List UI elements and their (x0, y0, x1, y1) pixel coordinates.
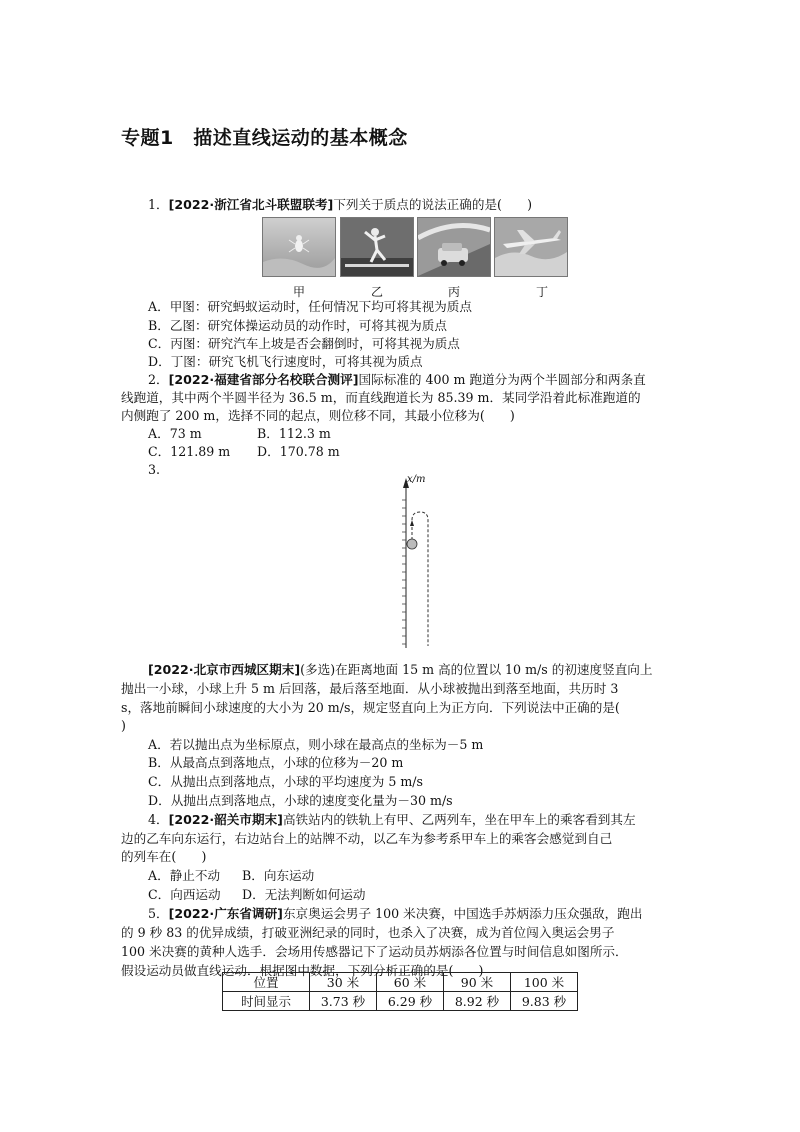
table-row (223, 973, 578, 992)
table-cell: 100 米 (511, 973, 578, 992)
table-cell: 3.73 秒 (310, 992, 377, 1011)
option-c: C．121.89 m (148, 444, 231, 459)
position-time-table (222, 972, 578, 1011)
photo-airplane (494, 217, 568, 277)
question-text: 高铁站内的铁轨上有甲、乙两列车，坐在甲车上的乘客看到其左 (282, 812, 636, 827)
option-b: B．112.3 m (257, 426, 331, 441)
question-text: 国际标准的 400 m 跑道分为两个半圆部分和两条直 (358, 372, 646, 387)
question-number: 5． (148, 906, 169, 921)
question-1-stem (148, 195, 532, 214)
option-c: C．丙图：研究汽车上坡是否会翻倒时，可将其视为质点 (148, 336, 460, 351)
question-source: [2022·浙江省北斗联盟联考] (168, 197, 334, 212)
question-3-number: 3. (148, 462, 161, 477)
option-a: A．甲图：研究蚂蚁运动时，任何情况下均可将其视为质点 (148, 299, 472, 314)
question-3-line-2: 抛出一小球，小球上升 5 m 后回落，最后落至地面．从小球被抛出到落至地面，共历时 3 (121, 681, 619, 696)
option-b: B．向东运动 (242, 868, 315, 883)
question-5-line-4: 假设运动员做直线运动．根据图中数据，下列分析正确的是( ) (121, 963, 484, 978)
question-5-line-2: 的 9 秒 83 的优异成绩，打破亚洲纪录的同时，也杀入了决赛，成为首位闯入奥运会男子 (121, 925, 615, 940)
question-2-line-1 (148, 370, 646, 389)
option-a: A．静止不动 (148, 868, 221, 883)
option-b: B．从最高点到落地点，小球的位移为－20 m (148, 755, 404, 770)
axis-label: x/m (407, 474, 426, 485)
table-cell: 时间显示 (223, 992, 310, 1011)
table-cell: 位置 (223, 973, 310, 992)
table-row (223, 992, 578, 1011)
question-2-line-3: 内侧跑了 200 m，选择不同的起点，则位移不同，其最小位移为( ) (121, 408, 515, 423)
question-source: [2022·福建省部分名校联合测评] (168, 372, 359, 387)
table-cell: 8.92 秒 (444, 992, 511, 1011)
table-cell: 9.83 秒 (511, 992, 578, 1011)
question-text: (多选)在距离地面 15 m 高的位置以 10 m/s 的初速度竖直向上 (300, 662, 653, 677)
photo-gymnast (340, 217, 414, 277)
question-4-line-3: 的列车在( ) (121, 849, 207, 864)
question-4-line-1 (148, 810, 636, 829)
question-number: 1． (148, 197, 169, 212)
question-5-line-1 (148, 904, 642, 923)
page-title: 专题1 描述直线运动的基本概念 (121, 127, 408, 149)
question-source: [2022·韶关市期末] (168, 812, 283, 827)
photo-label-4: 丁 (535, 285, 548, 299)
question-source: [2022·北京市西城区期末] (148, 662, 301, 677)
option-d: D．丁图：研究飞机飞行速度时，可将其视为质点 (148, 354, 423, 369)
question-5-line-3: 100 米决赛的黄种人选手．会场用传感器记下了运动员苏炳添各位置与时间信息如图所示． (121, 944, 628, 959)
photo-car (417, 217, 491, 277)
vertical-throw-diagram (395, 470, 445, 652)
question-text: 下列关于质点的说法正确的是( ) (333, 197, 533, 212)
question-number: 2． (148, 372, 169, 387)
table-cell: 60 米 (377, 973, 444, 992)
table-cell: 6.29 秒 (377, 992, 444, 1011)
option-c: C．向西运动 (148, 887, 221, 902)
question-4-line-2: 边的乙车向东运行，右边站台上的站牌不动，以乙车为参考系甲车上的乘客会感觉到自己 (121, 831, 613, 846)
option-d: D．从抛出点到落地点，小球的速度变化量为－30 m/s (148, 793, 453, 808)
photo-ant (262, 217, 336, 277)
question-number: 4． (148, 812, 169, 827)
table-cell: 30 米 (310, 973, 377, 992)
option-a: A．73 m (148, 426, 202, 441)
option-b: B．乙图：研究体操运动员的动作时，可将其视为质点 (148, 318, 447, 333)
question-source: [2022·广东省调研] (168, 906, 283, 921)
photo-label-1: 甲 (292, 285, 305, 299)
question-3-line-1 (148, 660, 652, 679)
table-cell: 90 米 (444, 973, 511, 992)
question-2-line-2: 线跑道，其中两个半圆半径为 36.5 m，而直线跑道长为 85.39 m．某同学沿着此标准跑道的 (121, 390, 641, 405)
photo-label-3: 丙 (447, 285, 460, 299)
question-3-line-4: ) (121, 718, 126, 733)
photo-label-2: 乙 (370, 285, 383, 299)
option-a: A．若以抛出点为坐标原点，则小球在最高点的坐标为－5 m (148, 737, 484, 752)
question-text: 东京奥运会男子 100 米决赛，中国选手苏炳添力压众强敌，跑出 (282, 906, 643, 921)
option-d: D．170.78 m (257, 444, 340, 459)
question-3-line-3: s，落地前瞬间小球速度的大小为 20 m/s，规定竖直向上为正方向．下列说法中正确的是( (121, 700, 620, 715)
option-c: C．从抛出点到落地点，小球的平均速度为 5 m/s (148, 774, 423, 789)
option-d: D．无法判断如何运动 (242, 887, 366, 902)
